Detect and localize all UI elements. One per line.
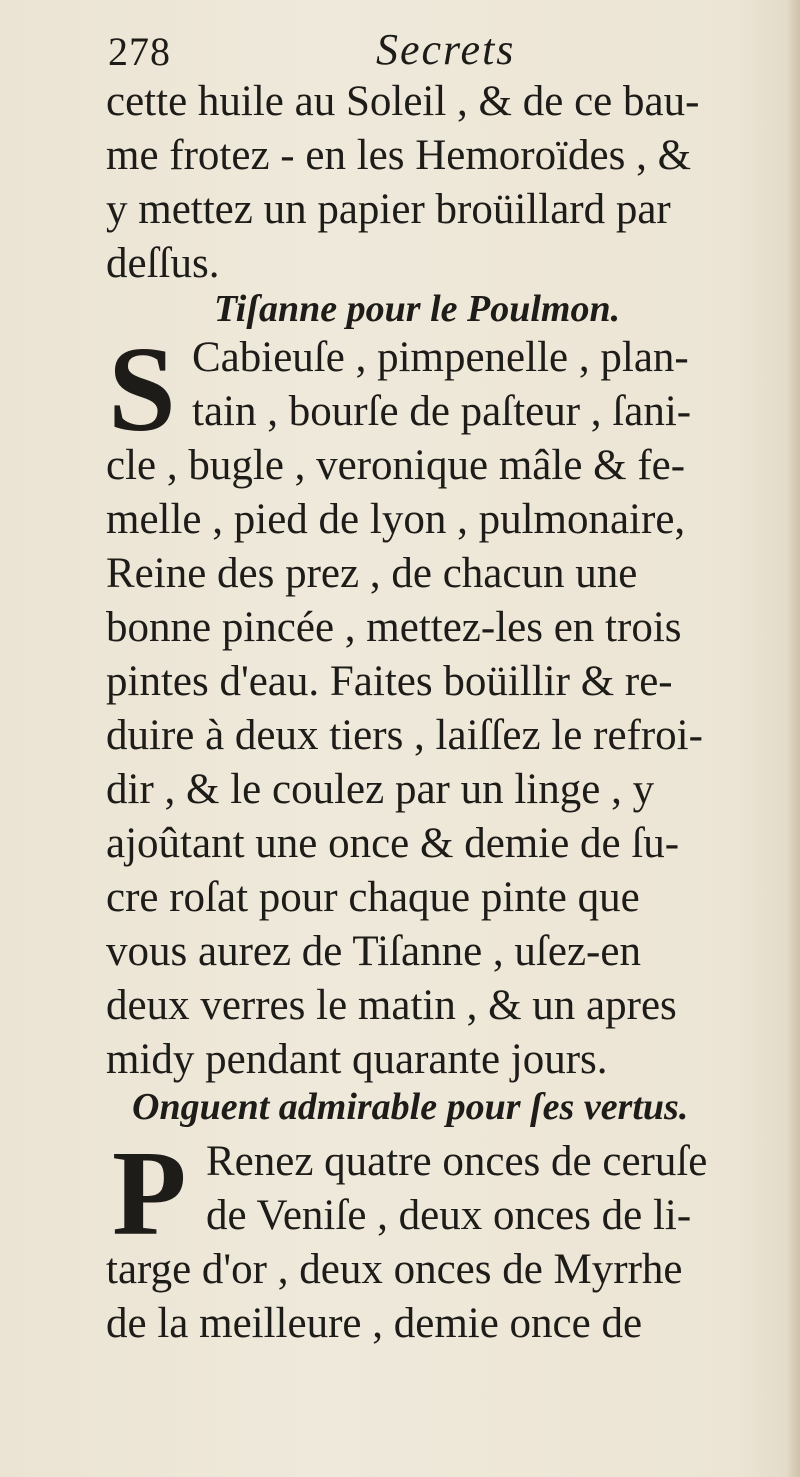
drop-cap: P — [112, 1126, 187, 1261]
text-line: tain , bourſe de paſteur , ſani- — [192, 388, 692, 435]
text-line: Reine des prez , de chacun une — [106, 550, 638, 597]
section-heading: Onguent admirable pour ſes vertus. — [132, 1086, 689, 1128]
page-number: 278 — [108, 29, 171, 74]
text-line: melle , pied de lyon , pulmonaire, — [106, 496, 686, 543]
text-line: de la meilleure , demie once de — [106, 1300, 643, 1347]
text-line: cle , bugle , veronique mâle & fe- — [106, 442, 686, 489]
text-line: bonne pincée , mettez-les en trois — [106, 604, 682, 651]
text-line: deſſus. — [106, 240, 220, 287]
text-line: Renez quatre onces de ceruſe — [206, 1138, 708, 1185]
section-heading: Tiſanne pour le Poulmon. — [214, 288, 621, 330]
text-line: y mettez un papier broüillard par — [106, 186, 671, 233]
text-line: dir , & le coulez par un linge , y — [106, 766, 655, 813]
drop-cap: S — [108, 322, 176, 457]
text-line: me frotez - en les Hemoroïdes , & — [106, 132, 692, 179]
text-line: ajoûtant une once & demie de ſu- — [106, 820, 680, 867]
text-line: deux verres le matin , & un apres — [106, 982, 677, 1029]
text-line: cre roſat pour chaque pinte que — [106, 874, 640, 921]
text-line: pintes d'eau. Faites boüillir & re- — [106, 658, 673, 705]
text-line: Cabieuſe , pimpenelle , plan- — [192, 334, 689, 381]
page-header — [108, 20, 788, 80]
text-line: vous aurez de Tiſanne , uſez-en — [106, 928, 641, 975]
text-line: cette huile au Soleil , & de ce bau- — [106, 78, 700, 125]
page-gutter — [786, 0, 800, 1477]
text-line: duire à deux tiers , laiſſez le refroi- — [106, 712, 703, 759]
text-line: midy pendant quarante jours. — [106, 1036, 608, 1083]
text-line: targe d'or , deux onces de Myrrhe — [106, 1246, 683, 1293]
text-line: de Veniſe , deux onces de li- — [206, 1192, 692, 1239]
running-title: Secrets — [376, 25, 516, 74]
